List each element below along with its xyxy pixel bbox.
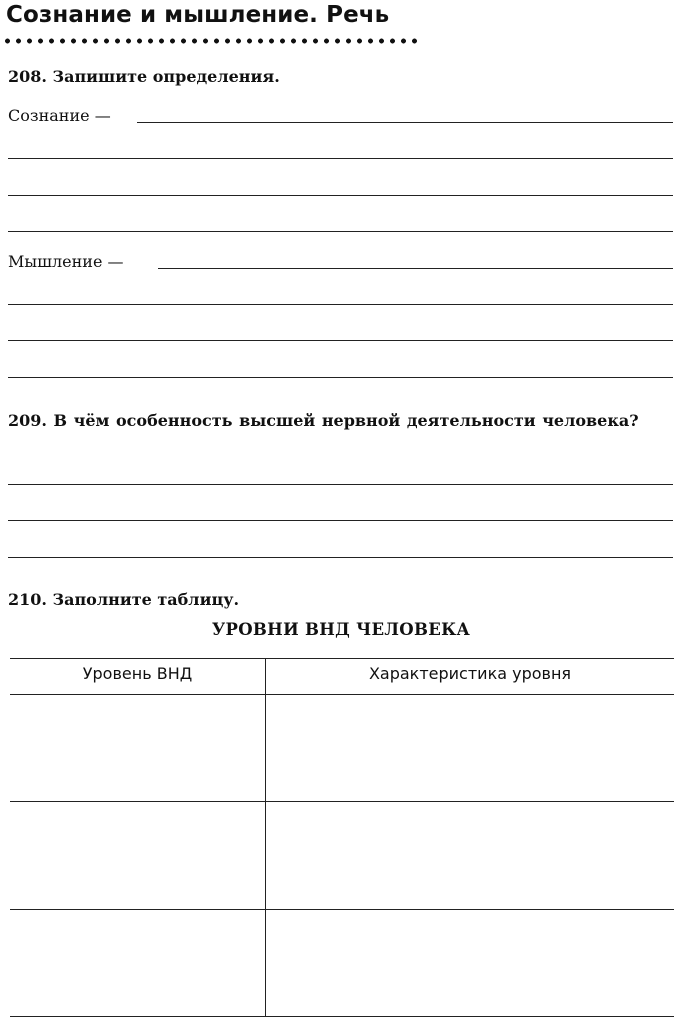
answer-line-consciousness[interactable] bbox=[137, 122, 673, 123]
table-cell-level-3[interactable] bbox=[10, 910, 265, 1016]
answer-line[interactable] bbox=[8, 304, 673, 305]
answer-line[interactable] bbox=[8, 520, 673, 521]
answer-line[interactable] bbox=[8, 340, 673, 341]
answer-line[interactable] bbox=[8, 484, 673, 485]
dotted-divider bbox=[2, 38, 420, 44]
answer-line[interactable] bbox=[8, 231, 673, 232]
column-header-level: Уровень ВНД bbox=[82, 664, 193, 683]
table-cell-characteristic-3[interactable] bbox=[266, 910, 674, 1016]
table-title: УРОВНИ ВНД ЧЕЛОВЕКА bbox=[211, 620, 471, 639]
task-209-heading: 209. В чём особенность высшей нервной деятельности человека? bbox=[8, 411, 639, 430]
answer-line[interactable] bbox=[8, 377, 673, 378]
table-top-rule bbox=[10, 658, 674, 659]
answer-line-thinking[interactable] bbox=[158, 268, 673, 269]
table-cell-level-1[interactable] bbox=[10, 695, 265, 801]
answer-line[interactable] bbox=[8, 158, 673, 159]
table-cell-characteristic-1[interactable] bbox=[266, 695, 674, 801]
table-cell-level-2[interactable] bbox=[10, 802, 265, 909]
table-bottom-rule bbox=[10, 1016, 674, 1017]
task-208-heading: 208. Запишите определения. bbox=[8, 67, 280, 86]
answer-line[interactable] bbox=[8, 557, 673, 558]
table-cell-characteristic-2[interactable] bbox=[266, 802, 674, 909]
term-thinking-label: Мышление — bbox=[8, 252, 124, 271]
page-title: Сознание и мышление. Речь bbox=[6, 2, 390, 28]
column-header-characteristic: Характеристика уровня bbox=[368, 664, 572, 683]
term-consciousness-label: Сознание — bbox=[8, 106, 111, 125]
answer-line[interactable] bbox=[8, 195, 673, 196]
task-210-heading: 210. Заполните таблицу. bbox=[8, 590, 240, 609]
